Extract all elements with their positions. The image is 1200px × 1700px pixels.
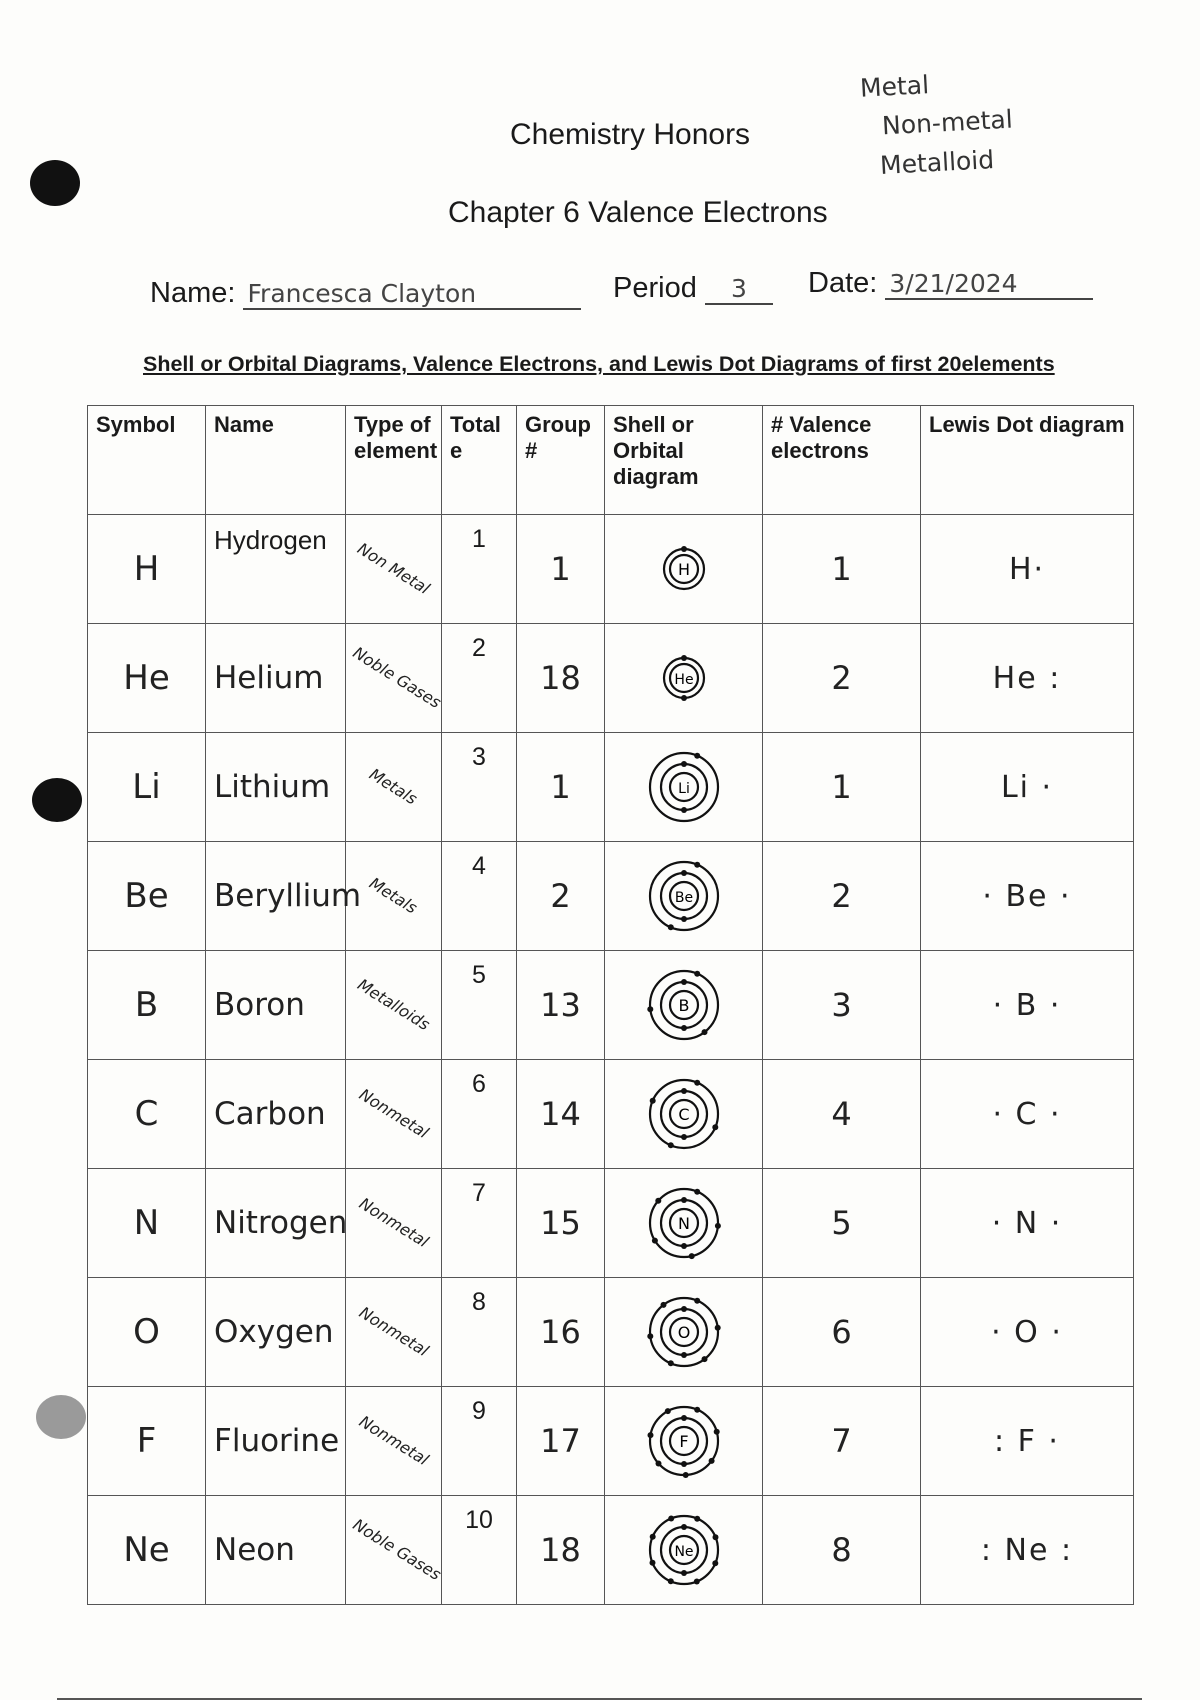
electron-dot — [681, 1461, 687, 1467]
electron-dot — [694, 753, 700, 759]
bohr-model — [634, 1068, 734, 1160]
element-name: Helium — [206, 624, 346, 733]
element-type — [346, 1278, 442, 1387]
shell-diagram — [605, 1060, 763, 1169]
electron-dot — [649, 1560, 655, 1566]
shell-diagram — [605, 842, 763, 951]
note-metalloid: Metalloid — [879, 145, 995, 180]
valence-table — [87, 405, 1134, 1605]
shell-diagram — [605, 1169, 763, 1278]
electron-dot — [681, 1025, 687, 1031]
shell-diagram — [605, 1278, 763, 1387]
col-header-symbol: Symbol — [88, 406, 206, 515]
electron-dot — [693, 1579, 699, 1585]
date-field — [808, 267, 1093, 300]
element-name: Nitrogen — [206, 1169, 346, 1278]
element-type-text: Noble Gases — [349, 643, 445, 713]
electron-dot — [708, 1458, 714, 1464]
nucleus-label: N — [677, 1214, 690, 1233]
electron-dot — [681, 916, 687, 922]
nucleus-label: C — [677, 1105, 690, 1124]
lewis-dot: : Ne : — [921, 1496, 1134, 1605]
element-name: Neon — [206, 1496, 346, 1605]
binder-hole-middle — [32, 778, 82, 822]
electron-dot — [681, 807, 687, 813]
bohr-model — [634, 1395, 734, 1487]
element-type-text: Non Metal — [354, 539, 433, 599]
element-type — [346, 1496, 445, 1605]
name-label: Name: — [150, 277, 236, 309]
lewis-dot: Li · — [921, 733, 1134, 842]
col-header-type: Type of element — [346, 406, 442, 515]
header-row — [88, 406, 1134, 515]
table-row — [88, 515, 1134, 624]
table-row — [88, 951, 1134, 1060]
electron-dot — [694, 1189, 700, 1195]
element-type — [346, 1387, 442, 1496]
electron-dot — [664, 1408, 670, 1414]
name-field — [150, 277, 581, 310]
table-row — [88, 1387, 1134, 1496]
table-title: Shell or Orbital Diagrams, Valence Electrons, and Lewis Dot Diagrams of first 20elements — [143, 352, 1055, 376]
valence-count: 1 — [763, 733, 921, 842]
electron-dot — [655, 1461, 661, 1467]
electron-dot — [694, 1298, 700, 1304]
bohr-model — [634, 741, 734, 833]
electron-dot — [647, 1432, 653, 1438]
table-row — [88, 842, 1134, 951]
nucleus-label: F — [678, 1432, 689, 1451]
electron-dot — [701, 1029, 707, 1035]
electron-dot — [694, 862, 700, 868]
electron-dot — [647, 1006, 653, 1012]
note-non-metal: Non-metal — [881, 104, 1014, 141]
shell-diagram — [605, 624, 763, 733]
element-name: Carbon — [206, 1060, 346, 1169]
nucleus-label: He — [673, 672, 694, 688]
note-metal: Metal — [859, 70, 930, 103]
nucleus-label: H — [677, 560, 690, 579]
element-symbol: He — [88, 624, 206, 733]
electron-dot — [667, 924, 673, 930]
element-type-text: Noble Gases — [349, 1515, 445, 1585]
electron-dot — [682, 1472, 688, 1478]
col-header-group: Group # — [517, 406, 605, 515]
binder-hole-bottom — [36, 1395, 86, 1439]
electron-dot — [660, 1302, 666, 1308]
nucleus-label: O — [677, 1323, 690, 1342]
electron-dot — [668, 1516, 674, 1522]
electron-dot — [649, 1098, 655, 1104]
valence-count: 3 — [763, 951, 921, 1060]
group-number: 2 — [517, 842, 605, 951]
total-electrons: 3 — [442, 733, 517, 842]
electron-dot — [714, 1325, 720, 1331]
element-symbol: Ne — [88, 1496, 206, 1605]
shell-diagram — [605, 1387, 763, 1496]
period-field — [613, 272, 773, 305]
element-type-text: Nonmetal — [355, 1085, 432, 1143]
electron-dot — [714, 1223, 720, 1229]
electron-dot — [681, 546, 687, 552]
col-header-name: Name — [206, 406, 346, 515]
element-type — [346, 1169, 442, 1278]
total-electrons: 8 — [442, 1278, 517, 1387]
electron-dot — [681, 1570, 687, 1576]
nucleus-label: Be — [674, 890, 693, 906]
total-electrons: 7 — [442, 1169, 517, 1278]
electron-dot — [681, 1415, 687, 1421]
group-number: 14 — [517, 1060, 605, 1169]
electron-dot — [647, 1333, 653, 1339]
electron-dot — [667, 1578, 673, 1584]
element-type — [346, 951, 442, 1060]
bohr-model — [634, 632, 734, 724]
element-name: Lithium — [206, 733, 346, 842]
lewis-dot: · Be · — [921, 842, 1134, 951]
shell-diagram — [605, 515, 763, 624]
electron-dot — [712, 1124, 718, 1130]
nucleus-label: Ne — [673, 1544, 694, 1560]
group-number: 15 — [517, 1169, 605, 1278]
nucleus-label: Li — [677, 781, 690, 797]
electron-dot — [681, 979, 687, 985]
group-number: 13 — [517, 951, 605, 1060]
element-type-text: Metals — [366, 764, 421, 809]
lewis-dot: : F · — [921, 1387, 1134, 1496]
valence-count: 6 — [763, 1278, 921, 1387]
lewis-dot: He : — [921, 624, 1134, 733]
element-type — [346, 515, 442, 624]
element-type — [346, 1060, 442, 1169]
date-value: 3/21/2024 — [885, 269, 1093, 300]
electron-dot — [667, 1142, 673, 1148]
electron-dot — [694, 1080, 700, 1086]
shell-diagram — [605, 733, 763, 842]
chapter-title: Chapter 6 Valence Electrons — [448, 196, 828, 229]
table-row — [88, 624, 1134, 733]
col-header-valence: # Valence electrons — [763, 406, 921, 515]
total-electrons: 4 — [442, 842, 517, 951]
element-type — [346, 842, 442, 951]
shell-diagram — [605, 1496, 763, 1605]
electron-dot — [681, 1352, 687, 1358]
electron-dot — [713, 1429, 719, 1435]
col-header-lewis: Lewis Dot diagram — [921, 406, 1134, 515]
name-value: Francesca Clayton — [243, 279, 581, 310]
lewis-dot: · C · — [921, 1060, 1134, 1169]
valence-count: 7 — [763, 1387, 921, 1496]
group-number: 1 — [517, 733, 605, 842]
group-number: 16 — [517, 1278, 605, 1387]
element-name: Oxygen — [206, 1278, 346, 1387]
table-row — [88, 1169, 1134, 1278]
bohr-model — [634, 523, 734, 615]
table-row — [88, 1060, 1134, 1169]
electron-dot — [681, 1088, 687, 1094]
total-electrons: 5 — [442, 951, 517, 1060]
electron-dot — [681, 1134, 687, 1140]
electron-dot — [681, 870, 687, 876]
period-value: 3 — [705, 274, 773, 305]
element-type-text: Metals — [366, 873, 421, 918]
electron-dot — [649, 1534, 655, 1540]
group-number: 1 — [517, 515, 605, 624]
valence-count: 5 — [763, 1169, 921, 1278]
electron-dot — [701, 1356, 707, 1362]
valence-count: 8 — [763, 1496, 921, 1605]
electron-dot — [651, 1238, 657, 1244]
electron-dot — [694, 971, 700, 977]
total-electrons: 6 — [442, 1060, 517, 1169]
course-title: Chemistry Honors — [510, 118, 751, 151]
element-symbol: H — [88, 515, 206, 624]
electron-dot — [681, 1524, 687, 1530]
element-type-text: Nonmetal — [355, 1194, 432, 1252]
total-electrons: 1 — [442, 515, 517, 624]
group-number: 18 — [517, 624, 605, 733]
group-number: 17 — [517, 1387, 605, 1496]
element-name: Beryllium — [206, 842, 346, 951]
electron-dot — [712, 1560, 718, 1566]
shell-diagram — [605, 951, 763, 1060]
period-label: Period — [613, 272, 697, 304]
table-row — [88, 733, 1134, 842]
element-type — [346, 733, 442, 842]
bohr-model — [634, 959, 734, 1051]
element-symbol: Li — [88, 733, 206, 842]
element-name: Boron — [206, 951, 346, 1060]
electron-dot — [681, 695, 687, 701]
lewis-dot: · B · — [921, 951, 1134, 1060]
bohr-model — [634, 1286, 734, 1378]
element-name: Hydrogen — [206, 515, 346, 624]
table-row — [88, 1278, 1134, 1387]
electron-dot — [712, 1534, 718, 1540]
group-number: 18 — [517, 1496, 605, 1605]
bohr-model — [634, 1177, 734, 1269]
lewis-dot: · O · — [921, 1278, 1134, 1387]
lewis-dot: · N · — [921, 1169, 1134, 1278]
bohr-model — [634, 1504, 734, 1596]
valence-count: 2 — [763, 842, 921, 951]
element-type-text: Nonmetal — [355, 1412, 432, 1470]
electron-dot — [681, 1197, 687, 1203]
electron-dot — [681, 1306, 687, 1312]
element-symbol: C — [88, 1060, 206, 1169]
total-electrons: 9 — [442, 1387, 517, 1496]
element-type — [346, 624, 445, 733]
total-electrons: 2 — [442, 624, 517, 733]
col-header-shell: Shell or Orbital diagram — [605, 406, 763, 515]
bohr-model — [634, 850, 734, 942]
electron-dot — [667, 1360, 673, 1366]
electron-dot — [655, 1198, 661, 1204]
date-label: Date: — [808, 267, 878, 299]
lewis-dot: H· — [921, 515, 1134, 624]
valence-count: 4 — [763, 1060, 921, 1169]
binder-hole-top — [30, 160, 80, 206]
element-symbol: O — [88, 1278, 206, 1387]
valence-count: 2 — [763, 624, 921, 733]
element-type-text: Metalloids — [354, 975, 434, 1035]
electron-dot — [694, 1516, 700, 1522]
element-type-text: Nonmetal — [355, 1303, 432, 1361]
electron-dot — [694, 1407, 700, 1413]
electron-dot — [681, 761, 687, 767]
element-symbol: F — [88, 1387, 206, 1496]
element-symbol: B — [88, 951, 206, 1060]
electron-dot — [688, 1253, 694, 1259]
electron-dot — [681, 655, 687, 661]
element-symbol: N — [88, 1169, 206, 1278]
element-symbol: Be — [88, 842, 206, 951]
total-electrons: 10 — [442, 1496, 517, 1605]
nucleus-label: B — [678, 996, 689, 1015]
table-row — [88, 1496, 1134, 1605]
col-header-total: Total e — [442, 406, 517, 515]
electron-dot — [681, 1243, 687, 1249]
element-name: Fluorine — [206, 1387, 346, 1496]
valence-count: 1 — [763, 515, 921, 624]
